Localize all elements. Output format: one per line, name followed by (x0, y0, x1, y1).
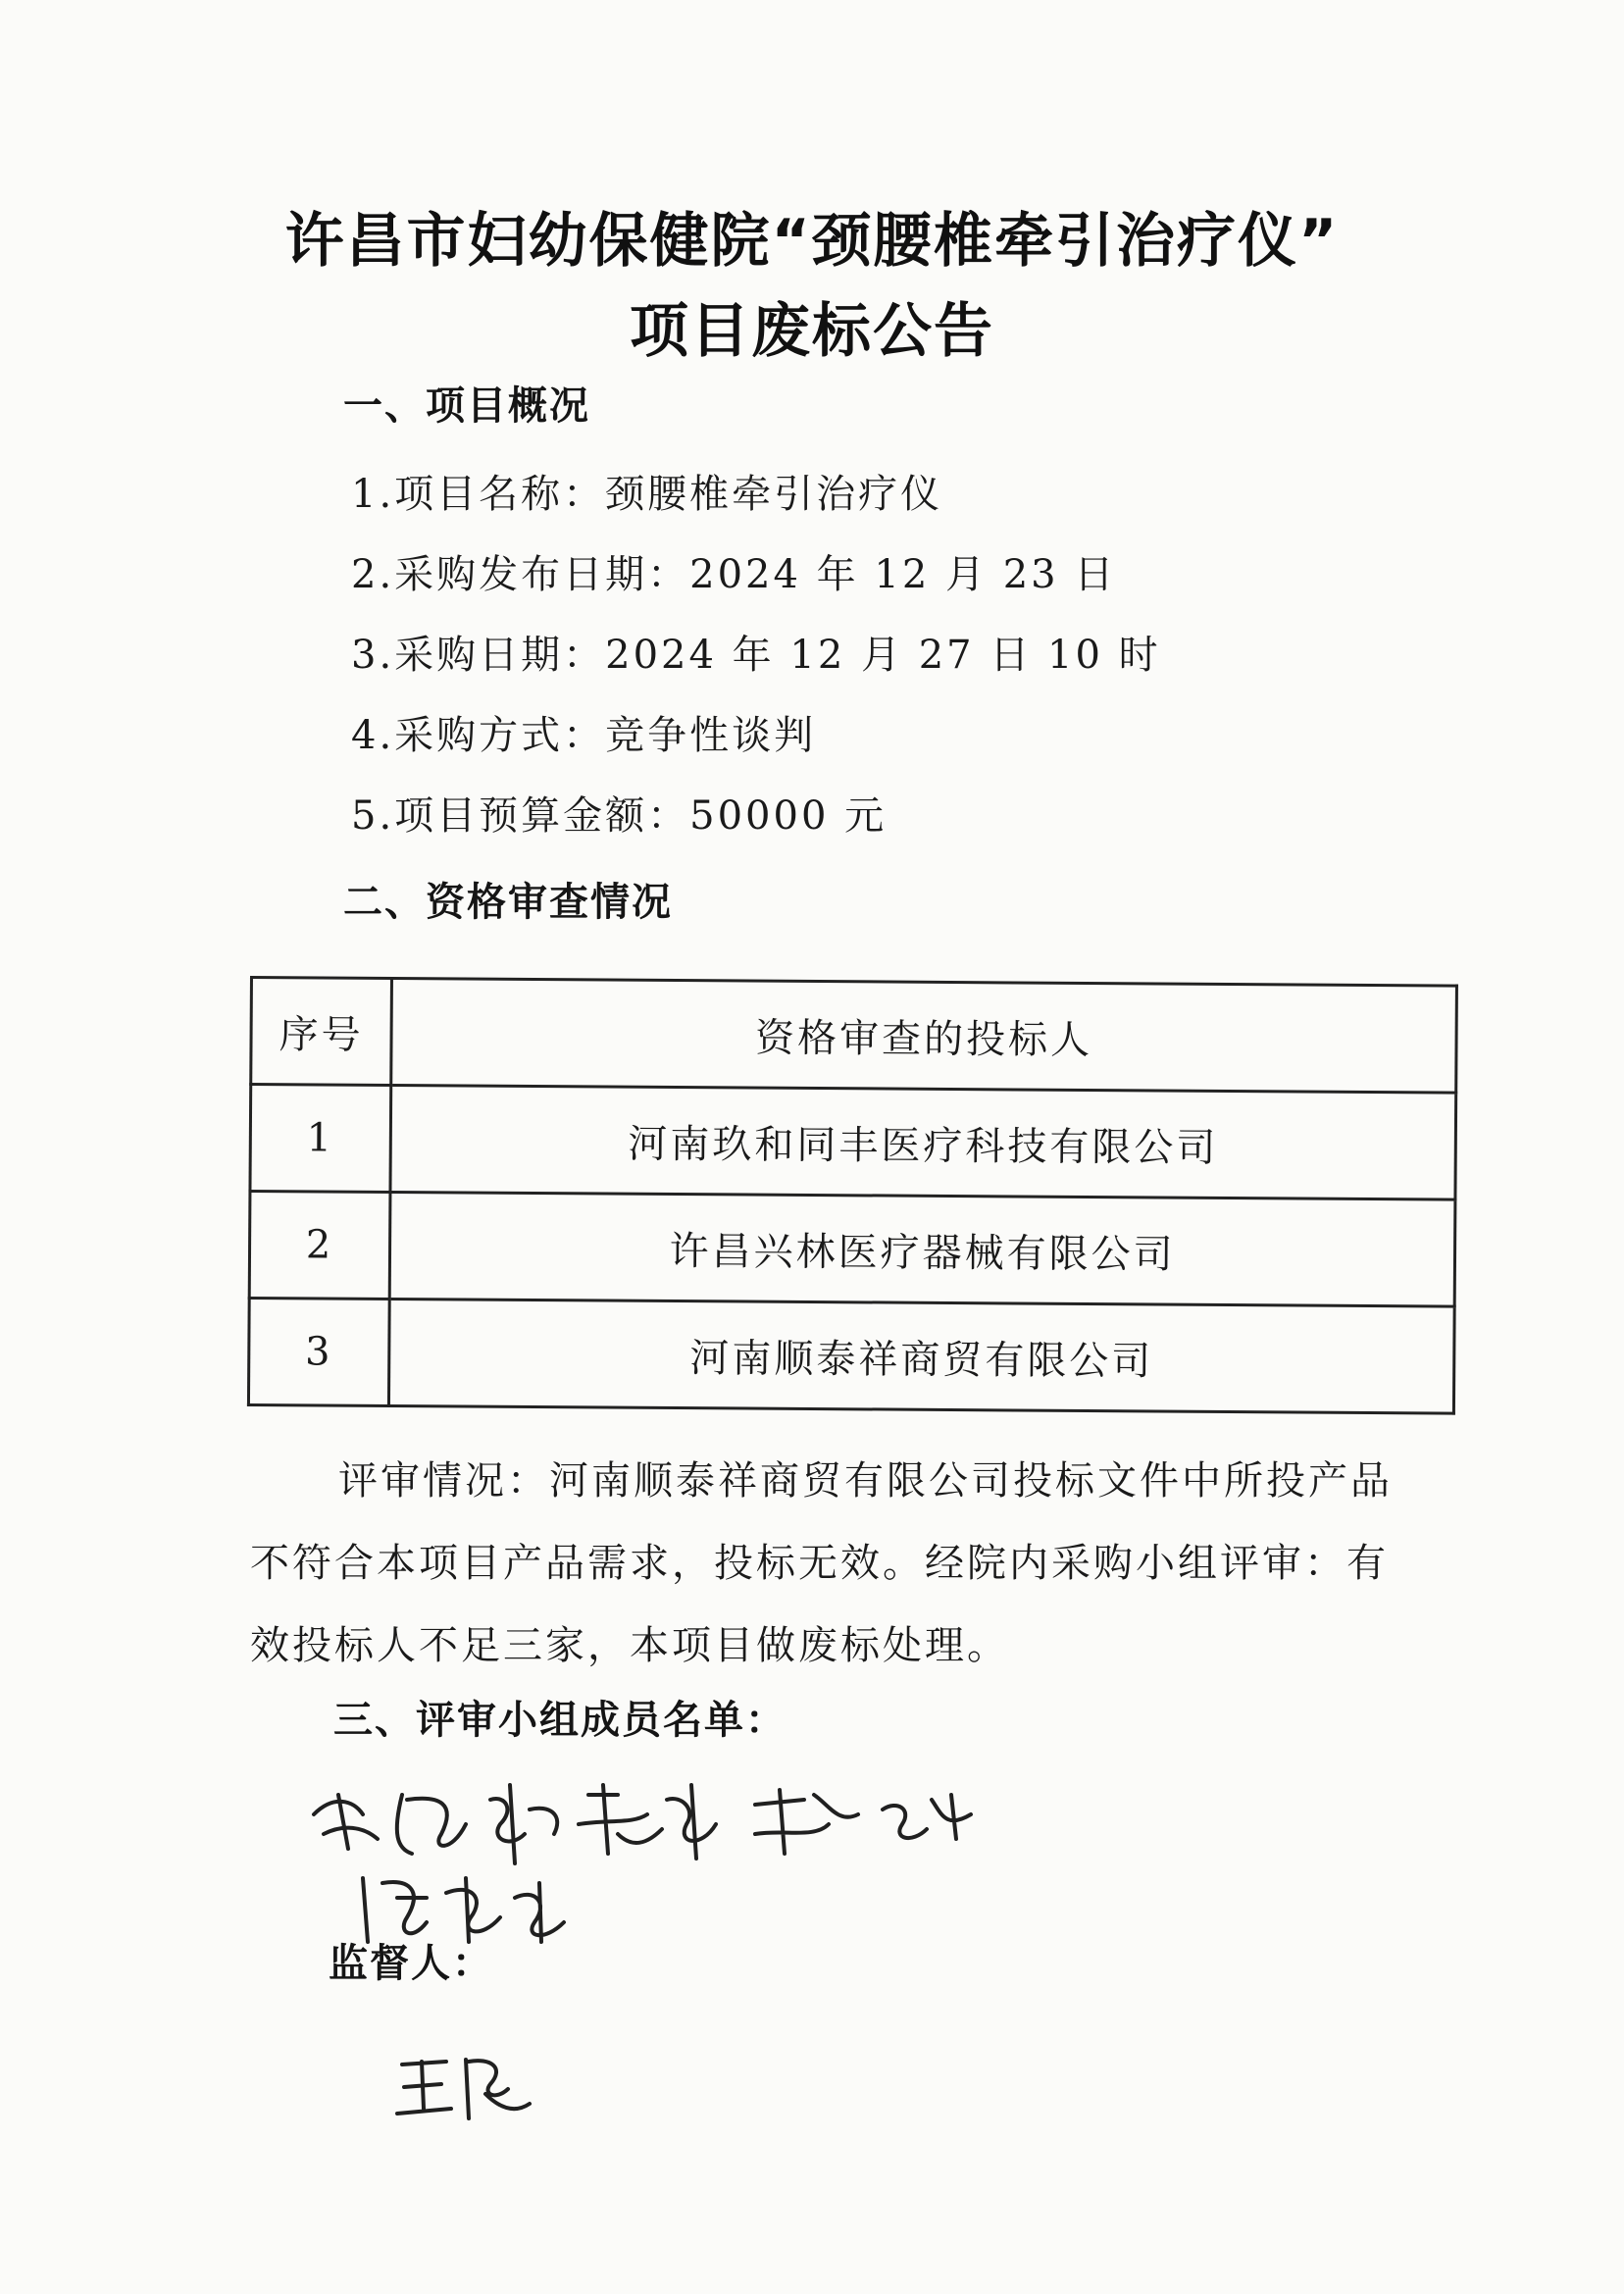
header-serial: 序号 (251, 978, 392, 1086)
publish-date-line: 2.采购发布日期：2024 年 12 月 23 日 (351, 552, 1117, 597)
document-title-line1: 许昌市妇幼保健院“颈腰椎牵引治疗仪” (284, 207, 1340, 276)
budget-line: 5.项目预算金额：50000 元 (351, 793, 888, 839)
row-bidder: 河南顺泰祥商贸有限公司 (388, 1300, 1454, 1414)
row-serial: 3 (248, 1299, 389, 1406)
table-row (250, 1085, 1456, 1200)
qualification-table (247, 976, 1458, 1415)
review-paragraph: 评审情况：河南顺泰祥商贸有限公司投标文件中所投产品不符合本项目产品需求，投标无效。经院内采购小组评审：有效投标人不足三家，本项目做废标处理。 (250, 1458, 1393, 1668)
procurement-date-line: 3.采购日期：2024 年 12 月 27 日 10 时 (351, 633, 1161, 678)
panel-signatures-row1 (294, 1756, 1000, 1873)
supervisor-signature (392, 2040, 539, 2128)
header-bidder: 资格审查的投标人 (391, 979, 1457, 1094)
section-heading-panel: 三、评审小组成员名单： (333, 1698, 787, 1743)
row-serial: 2 (249, 1192, 390, 1300)
row-bidder: 河南玖和同丰医疗科技有限公司 (390, 1086, 1456, 1200)
section-heading-qualification: 二、资格审查情况 (343, 880, 673, 925)
section-heading-overview: 一、项目概况 (343, 383, 590, 429)
row-serial: 1 (250, 1085, 391, 1193)
procurement-method-line: 4.采购方式：竞争性谈判 (351, 713, 817, 758)
table-row (249, 1192, 1455, 1307)
project-name-line: 1.项目名称：颈腰椎牵引治疗仪 (351, 472, 943, 517)
table-header-row (251, 978, 1457, 1094)
row-bidder: 许昌兴林医疗器械有限公司 (389, 1193, 1455, 1307)
document-title-line2: 项目废标公告 (630, 297, 994, 366)
supervisor-label: 监督人： (329, 1941, 493, 1986)
table-row (248, 1299, 1454, 1414)
